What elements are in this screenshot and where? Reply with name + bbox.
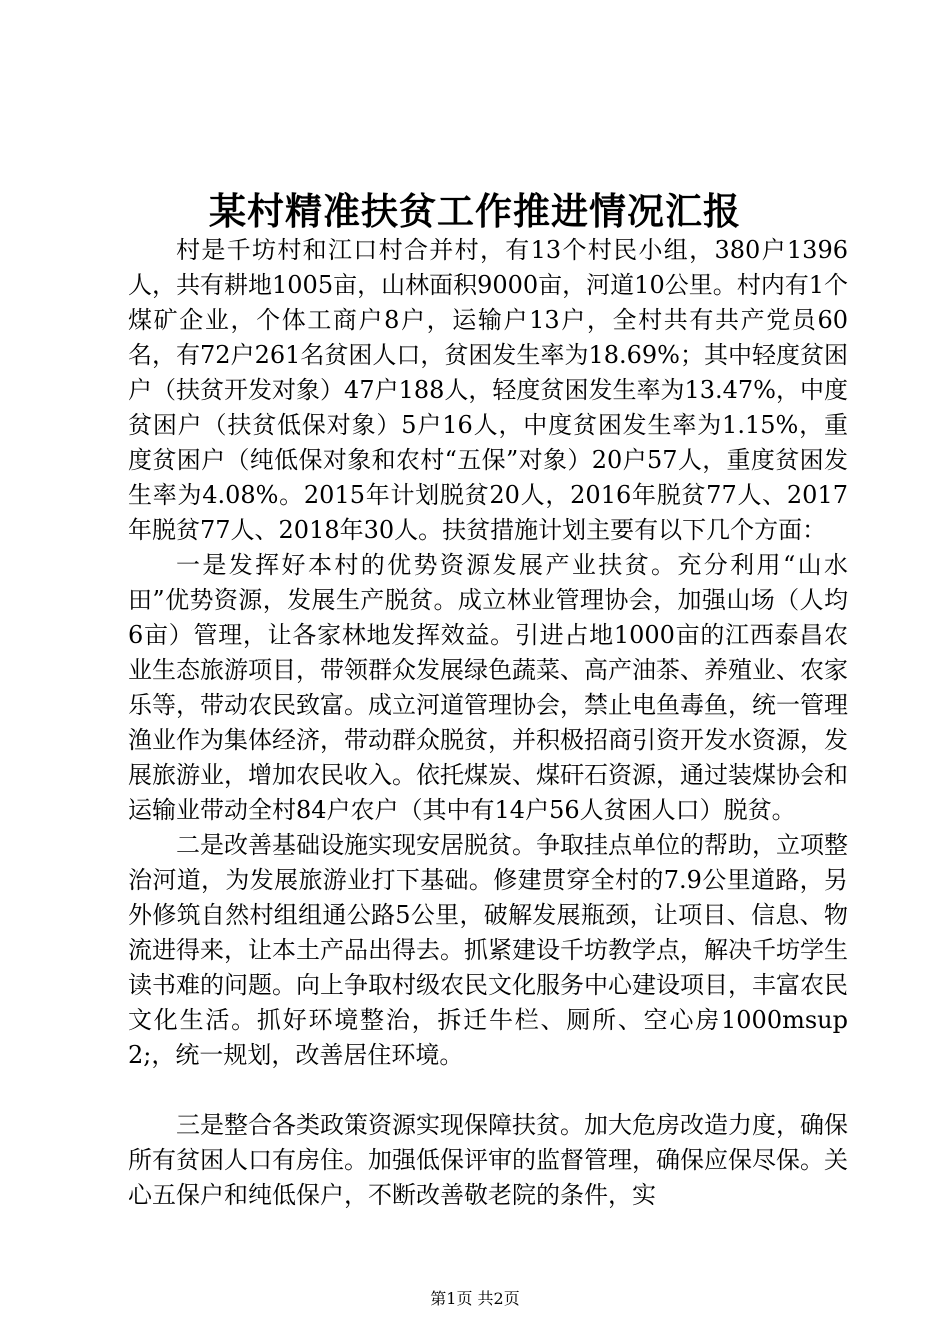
document-body <box>128 233 848 1213</box>
paragraph-infrastructure: 二是改善基础设施实现安居脱贫。争取挂点单位的帮助，立项整治河道，为发展旅游业打下基础。修建贯穿全村的7.9公里道路，另外修筑自然村组组通公路5公里，破解发展瓶颈，让项目、信息、物流进得来，让本土产品出得去。抓紧建设千坊教学点，解决千坊学生读书难的问题。向上争取村级农民文化服务中心建设项目，丰富农民文化生活。抓好环境整治，拆迁牛栏、厕所、空心房1000msup2;，统一规划，改善居住环境。 <box>128 831 848 1069</box>
paragraph-industry: 一是发挥好本村的优势资源发展产业扶贫。充分利用“山水田”优势资源，发展生产脱贫。成立林业管理协会，加强山场（人均6亩）管理，让各家林地发挥效益。引进占地1000亩的江西泰昌农业生态旅游项目，带领群众发展绿色蔬菜、高产油茶、养殖业、农家乐等，带动农民致富。成立河道管理协会，禁止电鱼毒鱼，统一管理渔业作为集体经济，带动群众脱贫，并积极招商引资开发水资源，发展旅游业，增加农民收入。依托煤炭、煤矸石资源，通过装煤协会和运输业带动全村84户农户（其中有14户56人贫困人口）脱贫。 <box>128 551 848 824</box>
page-footer: 第1页 共2页 <box>430 1289 520 1308</box>
document-title: 某村精准扶贫工作推进情况汇报 <box>209 189 741 233</box>
paragraph-gap <box>128 1073 848 1108</box>
paragraph-intro: 村是千坊村和江口村合并村，有13个村民小组，380户1396人，共有耕地1005亩，山林面积9000亩，河道10公里。村内有1个煤矿企业，个体工商户8户，运输户13户，全村共有共产党员60名，有72户261名贫困人口，贫困发生率为18.69%；其中轻度贫困户（扶贫开发对象）47户188人，轻度贫困发生率为13.47%，中度贫困户（扶贫低保对象）5户16人，中度贫困发生率为1.15%，重度贫困户（纯低保对象和农村“五保”对象）20户57人，重度贫困发生率为4.08%。2015年计划脱贫20人，2016年脱贫77人、2017年脱贫77人、2018年30人。扶贫措施计划主要有以下几个方面： <box>128 236 848 544</box>
paragraph-policy: 三是整合各类政策资源实现保障扶贫。加大危房改造力度，确保所有贫困人口有房住。加强低保评审的监督管理，确保应保尽保。关心五保户和纯低保户，不断改善敬老院的条件，实 <box>128 1111 848 1209</box>
